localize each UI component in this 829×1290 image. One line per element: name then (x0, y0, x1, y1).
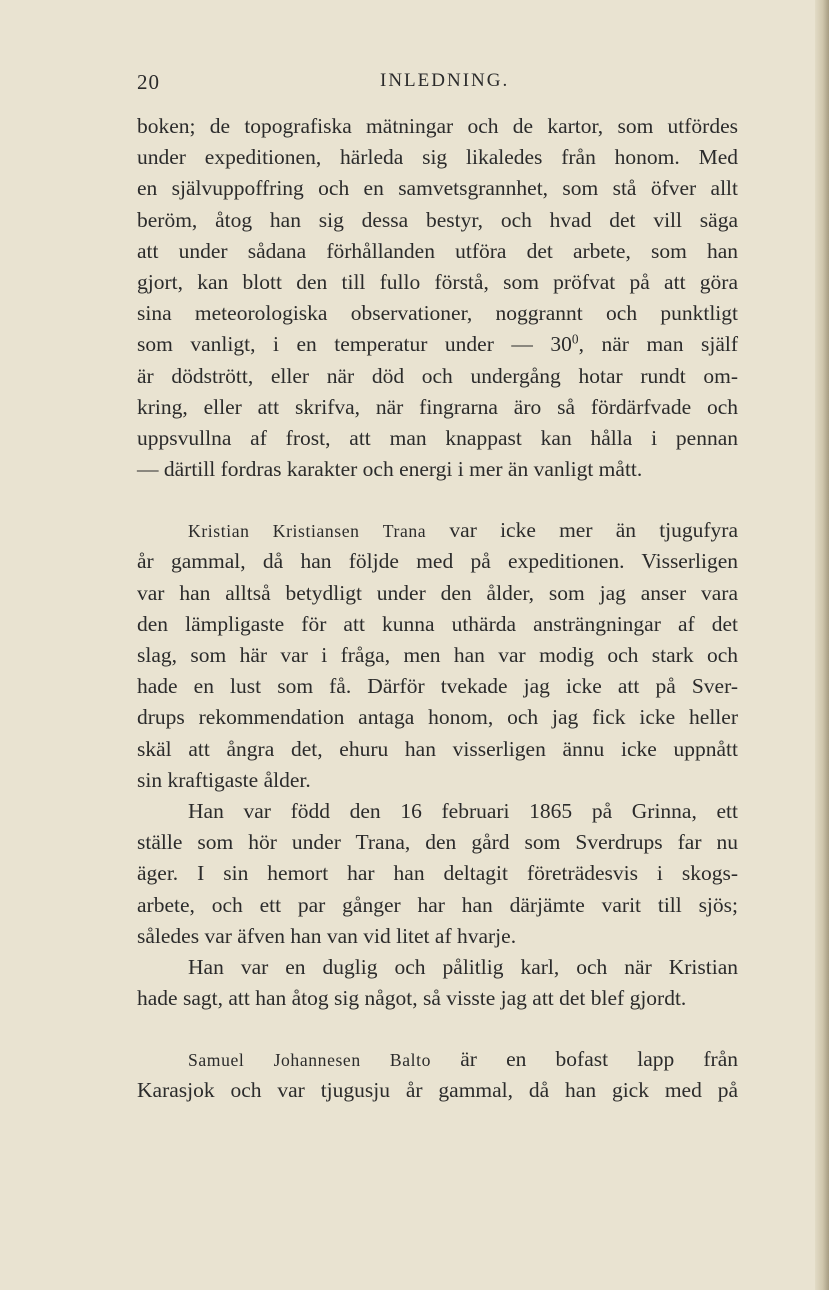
text-line: sina meteorologiska observationer, noggrannt och punktligt (137, 301, 738, 326)
text-run: är en bofast lapp från (431, 1047, 739, 1072)
text-line: var han alltså betydligt under den ålder, som jag anser vara (137, 580, 738, 605)
text-line: under expeditionen, härleda sig likaledes från honom. Med (137, 145, 738, 170)
text-line: — därtill fordras karakter och energi i mer än vanligt mått. (137, 457, 643, 482)
text-line: en självuppoffring och en samvetsgrannhet, som stå öfver allt (137, 176, 738, 201)
page-header (137, 70, 737, 100)
text-line: hade en lust som få. Därför tvekade jag icke att på Sver- (137, 674, 738, 699)
page-edge (815, 0, 829, 1290)
text-line: slag, som här var i fråga, men han var modig och stark och (137, 643, 738, 667)
text-line: är dödstrött, eller när död och undergång hotar rundt om- (137, 363, 738, 388)
text-run: var icke mer än tjugufyra (426, 518, 739, 543)
person-name: Johannesen (273, 1050, 361, 1071)
text-line: kring, eller att skrifva, när fingrarna äro så fördärfvade och (137, 394, 738, 419)
text-line: skäl att ångra det, ehuru han visserligen ännu icke uppnått (137, 736, 738, 761)
text-line: att under sådana förhållanden utföra det arbete, som han (137, 238, 738, 263)
page-number: 20 (137, 70, 160, 94)
text-line: uppsvullna af frost, att man knappast kan hålla i pennan (137, 425, 738, 450)
person-name: Kristian (188, 521, 250, 542)
text-line: Han var en duglig och pålitlig karl, och när Kristian (188, 954, 738, 979)
text-line: den lämpligaste för att kunna uthärda ansträngningar af det (137, 611, 738, 636)
degree-superscript: 0 (571, 331, 579, 347)
text-line: gjort, kan blott den till fullo förstå, som pröfvat på att göra (137, 269, 738, 294)
text-line: boken; de topografiska mätningar och de kartor, som utfördes (137, 114, 738, 138)
text-line: således var äfven han van vid litet af hvarje. (137, 923, 517, 948)
text-line: Han var född den 16 februari 1865 på Grinna, ett (188, 798, 738, 823)
text-run: , när man själf (578, 332, 738, 357)
body-text (137, 111, 738, 1107)
text-line (137, 1044, 738, 1075)
person-name: Kristiansen (272, 521, 360, 542)
text-line: sin kraftigaste ålder. (137, 767, 311, 792)
text-line: äger. I sin hemort har han deltagit företrädesvis i skogs- (137, 861, 738, 886)
person-name: Samuel (188, 1050, 245, 1071)
text-line: arbete, och ett par gånger har han därjämte varit till sjös; (137, 892, 738, 917)
text-line (137, 329, 738, 360)
text-line: Karasjok och var tjugusju år gammal, då han gick med på (137, 1078, 738, 1103)
person-name: Trana (382, 521, 427, 542)
running-head: INLEDNING. (380, 70, 510, 91)
person-name: Balto (389, 1050, 432, 1071)
text-line: ställe som hör under Trana, den gård som Sverdrups far nu (137, 830, 738, 855)
text-line: år gammal, då han följde med på expeditionen. Visserligen (137, 549, 738, 574)
text-line: beröm, åtog han sig dessa bestyr, och hvad det vill säga (137, 207, 738, 232)
text-line: hade sagt, att han åtog sig något, så visste jag att det blef gjordt. (137, 986, 687, 1011)
text-line: drups rekommendation antaga honom, och jag fick icke heller (137, 705, 738, 730)
text-line (137, 515, 738, 546)
text-run: som vanligt, i en temperatur under — 30 (137, 332, 572, 357)
